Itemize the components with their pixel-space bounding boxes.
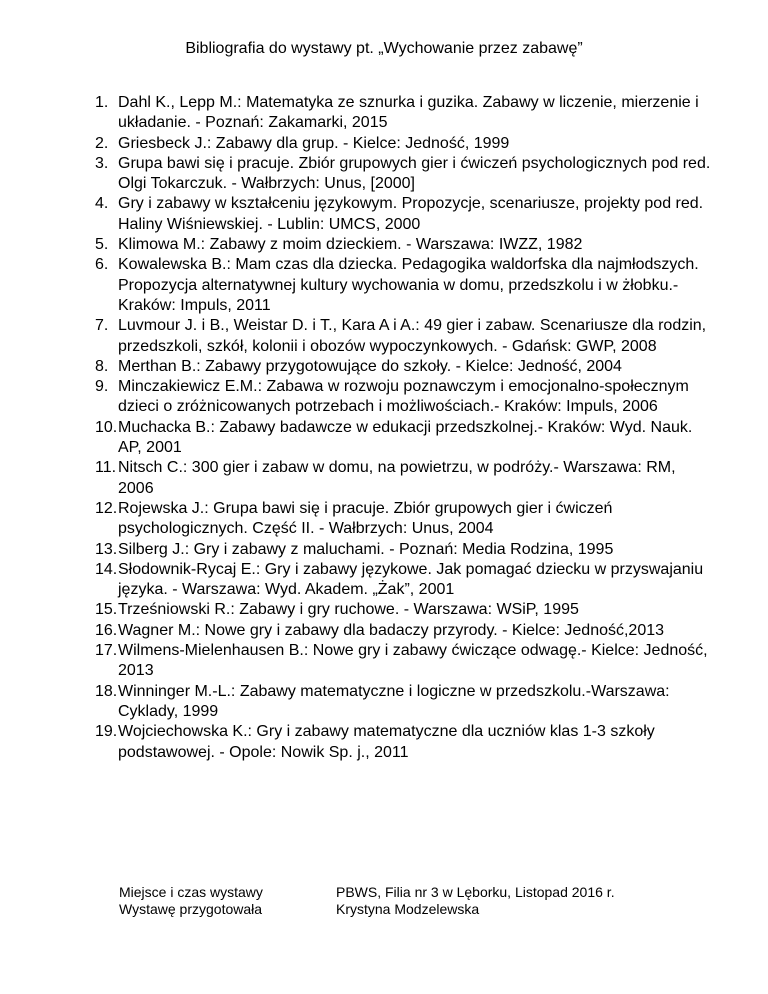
item-number: 15. [95, 601, 118, 619]
item-number: 10. [95, 418, 118, 436]
item-text: Luvmour J. i B., Weistar D. i T., Kara A i A.: 49 gier i zabaw. Scenariusze dla rodzin, przedszkoli, szkół, kolonii i obozów wypoczynkowych. - Gdańsk: GWP, 2008 [118, 317, 707, 355]
footer-place-label: Miejsce i czas wystawy [119, 884, 263, 900]
item-number: 6. [95, 256, 109, 274]
list-item [95, 316, 715, 357]
item-number: 2. [95, 134, 109, 152]
item-number: 19. [95, 723, 118, 741]
footer-place-value: PBWS, Filia nr 3 w Lęborku, Listopad 2016 r. [336, 884, 615, 900]
footer-values [336, 884, 615, 918]
item-text: Trześniowski R.: Zabawy i gry ruchowe. - Warszawa: WSiP, 1995 [118, 601, 579, 619]
item-text: Grupa bawi się i pracuje. Zbiór grupowych gier i ćwiczeń psychologicznych pod red. Olgi Tokarczuk. - Wałbrzych: Unus, [2000] [118, 154, 711, 193]
item-number: 13. [95, 540, 118, 558]
list-item [95, 93, 715, 134]
item-number: 1. [95, 94, 109, 111]
list-item [95, 255, 715, 316]
item-number: 4. [95, 195, 109, 213]
item-number: 7. [95, 317, 109, 335]
list-item [95, 499, 715, 540]
item-number: 18. [95, 682, 118, 700]
item-text: Minczakiewicz E.M.: Zabawa w rozwoju poznawczym i emocjonalno-społecznym dzieci o zróżnicowanych potrzebach i możliwościach.- Kraków: Impuls, 2006 [118, 378, 689, 416]
footer-labels [119, 884, 263, 918]
page-title: Bibliografia do wystawy pt. „Wychowanie przez zabawę” [185, 40, 583, 57]
item-number: 9. [95, 378, 109, 396]
item-text: Kowalewska B.: Mam czas dla dziecka. Pedagogika waldorfska dla najmłodszych. Propozycja alternatywnej kultury wychowania w domu, przedszkolu i w żłobku.- Kraków: Impuls, 2011 [118, 256, 699, 314]
item-text: Słodownik-Rycaj E.: Gry i zabawy językowe. Jak pomagać dziecku w przyswajaniu języka. - Warszawa: Wyd. Akadem. „Żak”, 2001 [118, 560, 704, 599]
list-item [95, 621, 715, 641]
list-item [95, 194, 715, 235]
list-item [95, 540, 715, 560]
item-number: 8. [95, 357, 109, 375]
list-item [95, 154, 715, 195]
list-item [95, 458, 715, 499]
item-number: 17. [95, 642, 118, 660]
bibliography-list [95, 93, 715, 763]
item-text: Wojciechowska K.: Gry i zabawy matematyczne dla uczniów klas 1-3 szkoły podstawowej. - Opole: Nowik Sp. j., 2011 [118, 723, 655, 761]
item-text: Griesbeck J.: Zabawy dla grup. - Kielce: Jedność, 1999 [118, 134, 510, 152]
item-text: Rojewska J.: Grupa bawi się i pracuje. Zbiór grupowych gier i ćwiczeń psychologicznych. Część II. - Wałbrzych: Unus, 2004 [118, 499, 613, 538]
item-number: 5. [95, 236, 109, 254]
item-text: Nitsch C.: 300 gier i zabaw w domu, na powietrzu, w podróży.- Warszawa: RM, 2006 [118, 459, 676, 497]
list-item [95, 682, 715, 723]
item-text: Silberg J.: Gry i zabawy z maluchami. - Poznań: Media Rodzina, 1995 [118, 540, 614, 558]
list-item [95, 134, 715, 154]
list-item [95, 235, 715, 255]
list-item [95, 600, 715, 620]
list-item [95, 377, 715, 418]
footer-author-label: Wystawę przygotowała [119, 901, 263, 917]
item-text: Wilmens-Mielenhausen B.: Nowe gry i zabawy ćwiczące odwagę.- Kielce: Jedność, 2013 [118, 642, 708, 680]
item-text: Wagner M.: Nowe gry i zabawy dla badaczy przyrody. - Kielce: Jedność,2013 [118, 621, 665, 639]
list-item [95, 722, 715, 763]
item-number: 3. [95, 154, 109, 172]
list-item [95, 560, 715, 601]
item-text: Merthan B.: Zabawy przygotowujące do szkoły. - Kielce: Jedność, 2004 [118, 357, 622, 375]
item-text: Klimowa M.: Zabawy z moim dzieckiem. - Warszawa: IWZZ, 1982 [118, 236, 583, 254]
item-number: 11. [95, 459, 117, 477]
list-item [95, 641, 715, 682]
item-text: Muchacka B.: Zabawy badawcze w edukacji przedszkolnej.- Kraków: Wyd. Nauk. AP, 2001 [118, 418, 693, 457]
footer-author-value: Krystyna Modzelewska [336, 901, 480, 917]
item-text: Winninger M.-L.: Zabawy matematyczne i logiczne w przedszkolu.-Warszawa: Cyklady, 1999 [118, 682, 670, 720]
list-item [95, 357, 715, 377]
item-number: 12. [95, 499, 118, 517]
item-number: 16. [95, 621, 118, 639]
item-text: Gry i zabawy w kształceniu językowym. Propozycje, scenariusze, projekty pod red. Haliny Wiśniewskiej. - Lublin: UMCS, 2000 [118, 195, 704, 233]
item-text: Dahl K., Lepp M.: Matematyka ze sznurka i guzika. Zabawy w liczenie, mierzenie i układanie. - Poznań: Zakamarki, 2015 [118, 94, 699, 132]
list-item [95, 418, 715, 459]
item-number: 14. [95, 560, 118, 578]
